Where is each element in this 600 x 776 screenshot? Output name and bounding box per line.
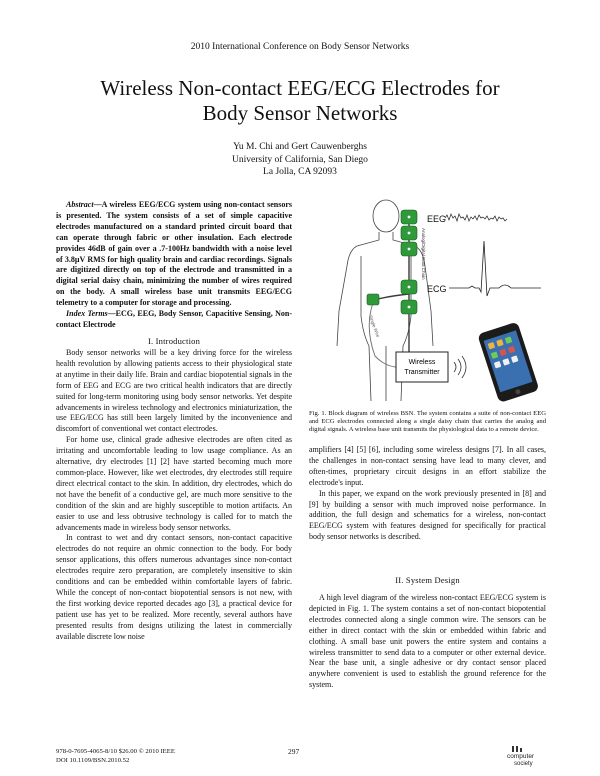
section-2-paragraph: A high level diagram of the wireless non-contact EEG/ECG system is depicted in Fig. 1. The system contains a set of non-contact biopotential electrodes connected along a single common wire. The sensors can be either in direct contact with the skin or embedded within fabric and clothing. A small base unit powers the entire system and contains a wireless transmitter to send data to a computer or other external device. Near the base unit, a single adhesive or dry contact sensor placed anywhere convenient is used to establish the ground reference for the system. — [309, 593, 546, 690]
author-affiliation: University of California, San Diego — [232, 154, 368, 165]
author-location: La Jolla, CA 92093 — [263, 167, 337, 177]
page-number: 297 — [288, 747, 300, 756]
transmitter-label-2: Transmitter — [404, 369, 440, 376]
section-1-paragraph: In contrast to wet and dry contact sensors, non-contact capacitive electrodes do not require an ohmic connection to the body. For body sensor applications, this offers numerous advantages since non-contact electrodes require zero preparation, are completely insensitive to skin conditions and can be embedded within comfortable layers of fabric. While the concept of non-contact biopotential sensors is not new, with the first working device reported decades ago [3], a practical device for patient use has yet to be realized. More recently, several authors have presented results from designs utilizing the latest in commercially available discrete low noise — [56, 533, 292, 641]
ecg-trace — [449, 241, 541, 296]
figure-1-caption: Fig. 1. Block diagram of wireless BSN. The system contains a suite of non-contact EEG and ECG electrodes connected along a single daisy chain that carries the analog and digital signals. A wireless base unit transmits the physiological data to a remote device. — [309, 410, 546, 434]
continuation-paragraph: amplifiers [4] [5] [6], including some wireless designs [7]. In all cases, the challenges in non-contact sensing have lead to many clever, and often-times, proprietary circuit designs in an effort stabilize the electrode's input. — [309, 445, 546, 487]
section-1-paragraph: Body sensor networks will be a key driving force for the wireless health revolution by allowing patients access to their physiological state at anytime in their daily life. Brain and cardiac biopotential signals in the form of EEG and ECG are two critical health indicators that are directly suited for long-term monitoring using body sensor networks. Yet despite advancements in wireless technology and electronics miniaturization, the use EEG/ECG has still been largely limited by the inconvenience and discomfort of conventional wet contact electrodes. — [56, 348, 292, 434]
logo-text-society: society — [514, 761, 533, 767]
eeg-trace — [445, 214, 507, 221]
expansion-paragraph: In this paper, we expand on the work previously presented in [8] and [9] by building a sensor with much improved noise performance. In addition, the full design and schematics for a wireless, non-contact EEG/ECG system with features designed for specifically for practical body sensor networks is described. — [309, 488, 546, 542]
title-line-1: Wireless Non-contact EEG/ECG Electrodes for — [100, 76, 500, 100]
index-terms-label: Index Terms — [66, 309, 108, 319]
title-line-2: Body Sensor Networks — [202, 101, 398, 125]
author-block — [0, 141, 600, 179]
isbn-line: 978-0-7695-4065-8/10 $26.00 © 2010 IEEE — [56, 748, 175, 755]
chain-label: Analog/Digital Data Chain — [421, 228, 426, 280]
eeg-label: EEG — [427, 214, 447, 224]
section-1-body — [56, 348, 292, 642]
section-1-heading: I. Introduction — [147, 336, 201, 346]
wire-label: Single Wire — [368, 314, 381, 338]
index-terms-text: —ECG, EEG, Body Sensor, Capacitive Sensing, Non-contact Electrode — [56, 309, 292, 329]
paper-title — [40, 76, 560, 126]
transmitter-label-1: Wireless — [408, 359, 436, 366]
right-column-intro — [309, 445, 546, 543]
section-2-body — [309, 593, 546, 691]
section-2-heading: II. System Design — [395, 575, 460, 585]
footer-left — [56, 747, 175, 765]
computer-society-logo — [504, 745, 546, 767]
ground-electrode — [367, 294, 379, 305]
wireless-transmitter-box — [396, 352, 448, 382]
wireless-signal-icon — [454, 356, 466, 378]
section-1-paragraph: For home use, clinical grade adhesive electrodes are often cited as irritating and uncomfortable leading to low usage compliance. As an alternative, dry electrodes [1] [2] have started becoming much more common-place. However, like wet electrodes, dry electrodes still require direct electrical contact to the skin. In addition, dry electrodes, which do not have the benefit of a conductive gel, are much more sensitive to the condition of the skin and are highly susceptible to motion artifacts. An easier to use and less obtrusive technology is called for to match the advancements made in wireless body sensor networks. — [56, 435, 292, 532]
smartphone-icon — [477, 322, 539, 402]
figure-1-diagram — [309, 196, 546, 402]
abstract — [56, 200, 292, 331]
ecg-label: ECG — [427, 284, 447, 294]
doi-line: DOI 10.1109/BSN.2010.52 — [56, 757, 130, 764]
conference-header: 2010 International Conference on Body Sensor Networks — [190, 42, 410, 52]
author-names: Yu M. Chi and Gert Cauwenberghs — [233, 142, 367, 152]
logo-text-computer: computer — [507, 753, 535, 760]
abstract-text: —A wireless EEG/ECG system using non-contact sensors is presented. The system consists of a set of simple capacitive electrodes manufactured on a standard printed circuit board that can operate through fabric or other insulation. Each electrode provides 46dB of gain over a .7-100Hz bandwidth with a noise level of 3.8µV RMS for high quality brain and cardiac recordings. Signals are digitized directly on top of the electrode and transmitted in a digital serial daisy chain, minimizing the number of wires required on the body. A small wireless base unit transmits EEG/ECG telemetry to a computer for storage and processing. — [56, 200, 292, 308]
abstract-label: Abstract — [66, 200, 94, 209]
